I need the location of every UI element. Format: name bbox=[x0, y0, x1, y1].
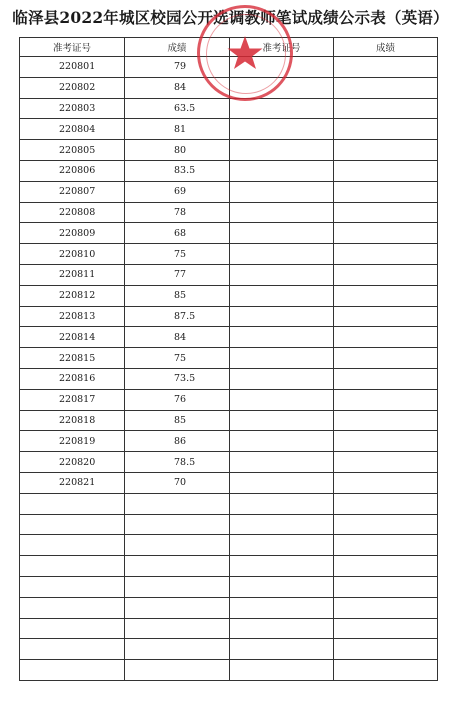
score-cell: 73.5 bbox=[125, 368, 230, 389]
empty-cell bbox=[125, 514, 230, 535]
empty-cell bbox=[125, 660, 230, 681]
exam-id-cell: 220818 bbox=[20, 410, 125, 431]
table-row bbox=[20, 160, 438, 181]
empty-table-row bbox=[20, 556, 438, 577]
empty-cell bbox=[334, 639, 438, 660]
empty-cell bbox=[230, 639, 334, 660]
empty-cell bbox=[20, 597, 125, 618]
empty-cell bbox=[334, 202, 438, 223]
score-cell: 81 bbox=[125, 119, 230, 140]
empty-cell bbox=[230, 576, 334, 597]
empty-cell bbox=[230, 410, 334, 431]
score-cell: 85 bbox=[125, 410, 230, 431]
score-cell: 79 bbox=[125, 57, 230, 78]
score-cell: 87.5 bbox=[125, 306, 230, 327]
empty-cell bbox=[334, 77, 438, 98]
header-score: 成绩 bbox=[125, 38, 230, 57]
score-cell: 77 bbox=[125, 264, 230, 285]
score-cell: 70 bbox=[125, 472, 230, 493]
exam-id-cell: 220813 bbox=[20, 306, 125, 327]
empty-cell bbox=[230, 472, 334, 493]
empty-cell bbox=[230, 160, 334, 181]
exam-id-cell: 220807 bbox=[20, 181, 125, 202]
table-row bbox=[20, 223, 438, 244]
empty-cell bbox=[230, 181, 334, 202]
empty-cell bbox=[334, 431, 438, 452]
empty-cell bbox=[125, 639, 230, 660]
empty-table-row bbox=[20, 660, 438, 681]
empty-cell bbox=[334, 140, 438, 161]
exam-id-cell: 220815 bbox=[20, 348, 125, 369]
empty-cell bbox=[20, 514, 125, 535]
exam-id-cell: 220804 bbox=[20, 119, 125, 140]
document-title: 临泽县2022年城区校园公开选调教师笔试成绩公示表（英语） bbox=[12, 8, 449, 27]
exam-id-cell: 220819 bbox=[20, 431, 125, 452]
empty-table-row bbox=[20, 493, 438, 514]
table-row bbox=[20, 119, 438, 140]
empty-cell bbox=[334, 57, 438, 78]
empty-cell bbox=[334, 223, 438, 244]
empty-cell bbox=[125, 576, 230, 597]
empty-cell bbox=[230, 57, 334, 78]
empty-cell bbox=[334, 493, 438, 514]
empty-cell bbox=[125, 618, 230, 639]
empty-cell bbox=[334, 660, 438, 681]
empty-cell bbox=[230, 618, 334, 639]
empty-cell bbox=[230, 368, 334, 389]
exam-id-cell: 220821 bbox=[20, 472, 125, 493]
empty-cell bbox=[334, 264, 438, 285]
empty-cell bbox=[334, 327, 438, 348]
empty-cell bbox=[230, 306, 334, 327]
exam-id-cell: 220806 bbox=[20, 160, 125, 181]
empty-cell bbox=[125, 556, 230, 577]
empty-cell bbox=[230, 556, 334, 577]
table-row bbox=[20, 285, 438, 306]
empty-cell bbox=[230, 285, 334, 306]
exam-id-cell: 220811 bbox=[20, 264, 125, 285]
empty-cell bbox=[20, 660, 125, 681]
empty-cell bbox=[230, 140, 334, 161]
table-row bbox=[20, 57, 438, 78]
empty-cell bbox=[125, 597, 230, 618]
empty-cell bbox=[230, 597, 334, 618]
table-row bbox=[20, 410, 438, 431]
score-cell: 86 bbox=[125, 431, 230, 452]
empty-cell bbox=[230, 535, 334, 556]
table-row bbox=[20, 431, 438, 452]
empty-cell bbox=[20, 493, 125, 514]
empty-table-row bbox=[20, 576, 438, 597]
empty-cell bbox=[230, 244, 334, 265]
empty-cell bbox=[230, 660, 334, 681]
empty-cell bbox=[334, 160, 438, 181]
empty-cell bbox=[334, 98, 438, 119]
exam-id-cell: 220820 bbox=[20, 452, 125, 473]
header-score-2: 成绩 bbox=[334, 38, 438, 57]
empty-cell bbox=[125, 493, 230, 514]
score-cell: 84 bbox=[125, 77, 230, 98]
exam-id-cell: 220803 bbox=[20, 98, 125, 119]
empty-table-row bbox=[20, 514, 438, 535]
table-row bbox=[20, 140, 438, 161]
empty-table-row bbox=[20, 535, 438, 556]
empty-cell bbox=[20, 535, 125, 556]
empty-cell bbox=[334, 576, 438, 597]
score-cell: 63.5 bbox=[125, 98, 230, 119]
empty-cell bbox=[334, 119, 438, 140]
score-cell: 68 bbox=[125, 223, 230, 244]
empty-cell bbox=[230, 493, 334, 514]
empty-cell bbox=[334, 181, 438, 202]
empty-cell bbox=[334, 452, 438, 473]
table-row bbox=[20, 306, 438, 327]
empty-cell bbox=[334, 472, 438, 493]
empty-cell bbox=[230, 348, 334, 369]
score-cell: 80 bbox=[125, 140, 230, 161]
table-row bbox=[20, 327, 438, 348]
table-row bbox=[20, 98, 438, 119]
empty-cell bbox=[230, 327, 334, 348]
empty-cell bbox=[230, 431, 334, 452]
empty-cell bbox=[334, 597, 438, 618]
score-cell: 76 bbox=[125, 389, 230, 410]
exam-id-cell: 220808 bbox=[20, 202, 125, 223]
exam-id-cell: 220812 bbox=[20, 285, 125, 306]
empty-cell bbox=[334, 348, 438, 369]
empty-cell bbox=[230, 264, 334, 285]
exam-id-cell: 220802 bbox=[20, 77, 125, 98]
table-row bbox=[20, 202, 438, 223]
empty-cell bbox=[230, 514, 334, 535]
exam-id-cell: 220810 bbox=[20, 244, 125, 265]
empty-cell bbox=[230, 77, 334, 98]
empty-cell bbox=[334, 556, 438, 577]
empty-cell bbox=[334, 514, 438, 535]
exam-id-cell: 220816 bbox=[20, 368, 125, 389]
table-row bbox=[20, 348, 438, 369]
empty-table-row bbox=[20, 618, 438, 639]
score-cell: 75 bbox=[125, 244, 230, 265]
table-row bbox=[20, 368, 438, 389]
score-cell: 83.5 bbox=[125, 160, 230, 181]
table-row bbox=[20, 452, 438, 473]
exam-id-cell: 220817 bbox=[20, 389, 125, 410]
empty-cell bbox=[334, 306, 438, 327]
empty-cell bbox=[334, 618, 438, 639]
exam-id-cell: 220801 bbox=[20, 57, 125, 78]
table-row bbox=[20, 77, 438, 98]
empty-cell bbox=[334, 410, 438, 431]
score-cell: 75 bbox=[125, 348, 230, 369]
empty-cell bbox=[125, 535, 230, 556]
score-cell: 69 bbox=[125, 181, 230, 202]
table-row bbox=[20, 264, 438, 285]
table-row bbox=[20, 389, 438, 410]
empty-table-row bbox=[20, 639, 438, 660]
exam-id-cell: 220805 bbox=[20, 140, 125, 161]
empty-cell bbox=[20, 639, 125, 660]
empty-cell bbox=[230, 202, 334, 223]
empty-cell bbox=[20, 576, 125, 597]
empty-cell bbox=[20, 556, 125, 577]
empty-cell bbox=[20, 618, 125, 639]
score-cell: 78 bbox=[125, 202, 230, 223]
score-cell: 84 bbox=[125, 327, 230, 348]
empty-cell bbox=[230, 98, 334, 119]
empty-cell bbox=[334, 535, 438, 556]
exam-id-cell: 220809 bbox=[20, 223, 125, 244]
header-exam-id: 准考证号 bbox=[20, 38, 125, 57]
table-body bbox=[20, 57, 438, 681]
empty-table-row bbox=[20, 597, 438, 618]
table-header-row bbox=[20, 38, 438, 57]
score-cell: 85 bbox=[125, 285, 230, 306]
header-exam-id-2: 准考证号 bbox=[230, 38, 334, 57]
score-table bbox=[19, 37, 438, 681]
table-row bbox=[20, 181, 438, 202]
empty-cell bbox=[334, 389, 438, 410]
exam-id-cell: 220814 bbox=[20, 327, 125, 348]
empty-cell bbox=[230, 119, 334, 140]
table-row bbox=[20, 244, 438, 265]
score-cell: 78.5 bbox=[125, 452, 230, 473]
empty-cell bbox=[230, 389, 334, 410]
empty-cell bbox=[334, 244, 438, 265]
empty-cell bbox=[230, 452, 334, 473]
empty-cell bbox=[230, 223, 334, 244]
empty-cell bbox=[334, 368, 438, 389]
empty-cell bbox=[334, 285, 438, 306]
table-row bbox=[20, 472, 438, 493]
